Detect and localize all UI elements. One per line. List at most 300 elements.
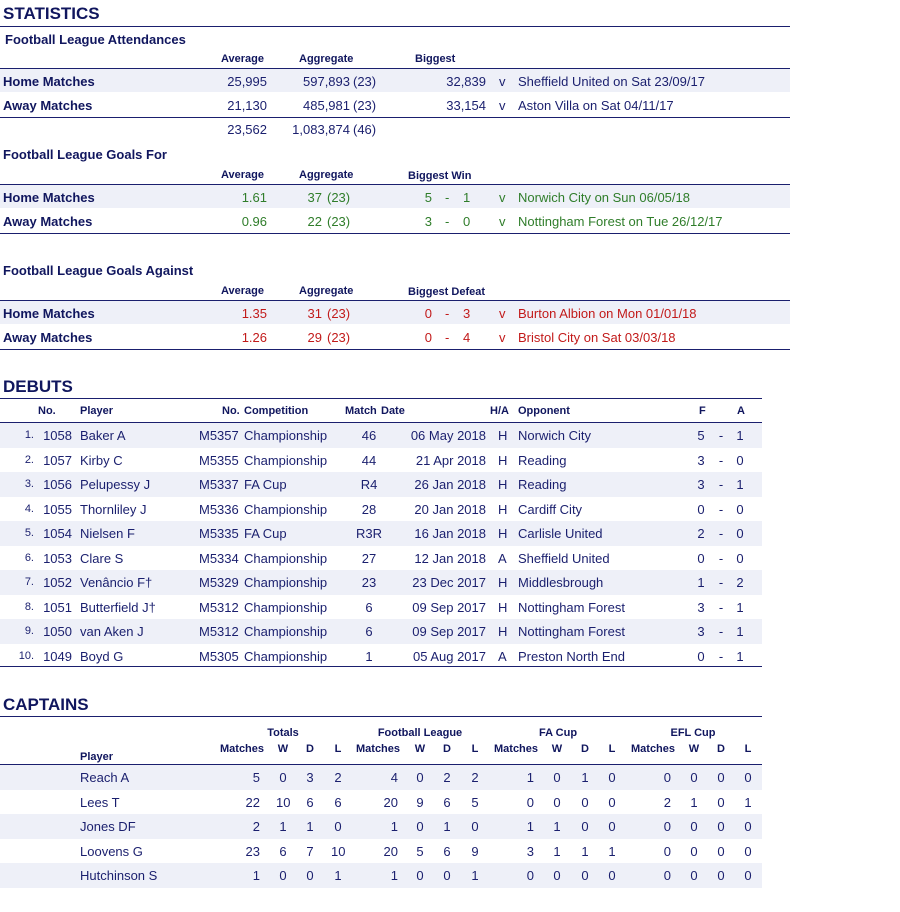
total-average: 23,562 xyxy=(227,122,267,137)
goals-against: 2 xyxy=(736,575,744,590)
col-ha: H/A xyxy=(490,405,509,417)
average-value: 1.35 xyxy=(241,306,267,321)
player-name: Pelupessy J xyxy=(80,477,151,492)
competition: FA Cup xyxy=(244,477,287,492)
row-index: 4. xyxy=(24,502,34,515)
col-w: W xyxy=(688,743,700,755)
col-no: No. xyxy=(38,405,56,417)
match-number: M5334 xyxy=(199,550,239,566)
col-d: D xyxy=(443,743,451,755)
row-label: Away Matches xyxy=(3,214,93,229)
opponent: Preston North End xyxy=(518,648,625,664)
player-name: Venâncio F† xyxy=(80,575,153,590)
aggregate-value: 485,981 xyxy=(303,98,350,113)
stat-value: 10 xyxy=(331,843,346,859)
match-date: 09 Sep 2017 xyxy=(412,599,486,615)
stat-value: 9 xyxy=(416,794,424,810)
stat-value: 0 xyxy=(581,819,589,834)
match-number: M5357 xyxy=(199,428,239,443)
stat-value: 0 xyxy=(553,868,561,883)
opponent: Cardiff City xyxy=(518,501,583,517)
opponent: Reading xyxy=(518,452,567,468)
stat-value: 7 xyxy=(306,843,314,859)
col-l: L xyxy=(471,743,479,755)
stat-value: 0 xyxy=(306,868,314,883)
opponent: Aston Villa on Sat 04/11/17 xyxy=(518,98,674,113)
stat-value: 0 xyxy=(663,843,671,859)
row-index: 8. xyxy=(24,600,34,613)
stat-value: 0 xyxy=(690,819,698,834)
group-efl-cup: EFL Cup xyxy=(670,727,716,739)
stat-value: 2 xyxy=(663,794,671,810)
stat-value: 0 xyxy=(663,819,671,834)
col-match-no: No. xyxy=(222,405,240,417)
opponent: Norwich City on Sun 06/05/18 xyxy=(518,190,690,205)
score-dash: - xyxy=(445,306,450,321)
divider xyxy=(0,26,790,27)
goals-for: 0 xyxy=(697,501,705,517)
stat-value: 0 xyxy=(744,819,752,834)
stat-value: 1 xyxy=(553,819,561,834)
col-d: D xyxy=(581,743,589,755)
opponent: Reading xyxy=(518,477,567,492)
home-away: A xyxy=(498,648,507,664)
goals-for: 3 xyxy=(697,599,705,615)
col-average: Average xyxy=(221,169,265,181)
row-label: Home Matches xyxy=(3,306,95,321)
debut-number: 1053 xyxy=(43,550,72,566)
match-number: M5312 xyxy=(199,599,239,615)
stat-value: 22 xyxy=(245,794,260,810)
games-value: (23) xyxy=(327,190,351,205)
debut-number: 1057 xyxy=(43,452,72,468)
home-away: H xyxy=(498,452,508,468)
home-away: A xyxy=(498,550,507,566)
goals-against: 1 xyxy=(736,477,744,492)
goals-for: 0 xyxy=(697,648,705,664)
stat-value: 0 xyxy=(717,770,725,785)
captain-name: Hutchinson S xyxy=(80,868,158,883)
player-name: Baker A xyxy=(80,428,126,443)
stat-value: 6 xyxy=(443,794,451,810)
match-round: 27 xyxy=(361,550,377,566)
stat-value: 0 xyxy=(553,770,561,785)
stat-value: 0 xyxy=(553,794,561,810)
stat-value: 1 xyxy=(553,843,561,859)
games-value: (23) xyxy=(353,74,377,89)
stat-value: 9 xyxy=(471,843,479,859)
goals-for-title: Football League Goals For xyxy=(3,147,167,162)
score-against: 4 xyxy=(463,330,471,345)
captains-title: CAPTAINS xyxy=(3,695,89,714)
match-round: 44 xyxy=(361,452,377,468)
row-label: Home Matches xyxy=(3,190,95,205)
versus: v xyxy=(499,98,506,113)
divider xyxy=(0,349,790,350)
stat-value: 2 xyxy=(252,819,260,834)
opponent: Norwich City xyxy=(518,428,591,443)
col-matches: Matches xyxy=(356,743,401,755)
opponent: Sheffield United xyxy=(518,550,610,566)
stat-value: 1 xyxy=(306,819,314,834)
total-aggregate: 1,083,874 xyxy=(292,122,350,137)
stat-value: 1 xyxy=(526,819,534,834)
group-football-league: Football League xyxy=(377,727,463,739)
stat-value: 0 xyxy=(608,770,616,785)
match-date: 06 May 2018 xyxy=(410,428,486,443)
score-dash: - xyxy=(445,330,450,345)
games-value: (23) xyxy=(327,306,351,321)
col-f: F xyxy=(699,405,706,417)
goals-for: 3 xyxy=(697,624,705,639)
match-date: 12 Jan 2018 xyxy=(414,550,486,566)
average-value: 21,130 xyxy=(227,98,267,113)
captain-name: Reach A xyxy=(80,770,130,785)
col-l: L xyxy=(334,743,342,755)
stat-value: 1 xyxy=(526,770,534,785)
goals-against-title: Football League Goals Against xyxy=(3,263,194,278)
col-d: D xyxy=(717,743,725,755)
col-w: W xyxy=(551,743,563,755)
games-value: (23) xyxy=(327,214,351,229)
stat-value: 1 xyxy=(471,868,479,883)
versus: v xyxy=(499,74,506,89)
stat-value: 1 xyxy=(690,794,698,810)
stat-value: 0 xyxy=(690,868,698,883)
versus: v xyxy=(499,330,506,345)
match-date: 05 Aug 2017 xyxy=(412,648,486,664)
stat-value: 0 xyxy=(663,868,671,883)
opponent: Burton Albion on Mon 01/01/18 xyxy=(518,306,697,321)
match-date: 26 Jan 2018 xyxy=(414,477,486,492)
col-biggest: Biggest xyxy=(415,53,456,65)
opponent: Nottingham Forest xyxy=(518,599,625,615)
match-number: M5312 xyxy=(199,624,239,639)
opponent: Nottingham Forest xyxy=(518,624,625,639)
col-l: L xyxy=(744,743,752,755)
goals-for: 3 xyxy=(697,477,705,492)
versus: v xyxy=(499,306,506,321)
debut-number: 1056 xyxy=(43,477,72,492)
stat-value: 5 xyxy=(416,843,424,859)
stat-value: 1 xyxy=(334,868,342,883)
opponent: Carlisle United xyxy=(518,526,603,541)
goals-for: 0 xyxy=(697,550,705,566)
col-biggest-defeat: Biggest Defeat xyxy=(408,286,486,298)
stat-value: 6 xyxy=(334,794,342,810)
divider xyxy=(0,716,762,717)
biggest-value: 33,154 xyxy=(446,98,486,113)
score-dash: - xyxy=(445,190,450,205)
stat-value: 0 xyxy=(690,770,698,785)
divider xyxy=(0,666,762,667)
score-dash: - xyxy=(718,477,724,492)
col-biggest-win: Biggest Win xyxy=(408,170,472,182)
debut-number: 1054 xyxy=(43,526,72,541)
col-competition: Competition xyxy=(244,405,309,417)
score-dash: - xyxy=(718,526,724,541)
stat-value: 20 xyxy=(383,794,398,810)
match-number: M5305 xyxy=(199,648,239,664)
stat-value: 0 xyxy=(416,819,424,834)
goals-against: 1 xyxy=(736,624,744,639)
competition: Championship xyxy=(244,599,328,615)
debut-number: 1049 xyxy=(43,648,72,664)
goals-for: 1 xyxy=(697,575,705,590)
match-date: 09 Sep 2017 xyxy=(412,624,486,639)
match-number: M5355 xyxy=(199,452,239,468)
average-value: 0.96 xyxy=(241,214,267,229)
stat-value: 0 xyxy=(608,868,616,883)
stat-value: 0 xyxy=(581,868,589,883)
stat-value: 0 xyxy=(334,819,342,834)
score-dash: - xyxy=(718,648,724,664)
player-name: Thornliley J xyxy=(80,501,147,517)
versus: v xyxy=(499,214,506,229)
competition: Championship xyxy=(244,648,328,664)
row-index: 3. xyxy=(24,478,34,490)
score-dash: - xyxy=(445,214,450,229)
col-player: Player xyxy=(80,405,114,417)
match-number: M5336 xyxy=(199,501,239,517)
match-number: M5329 xyxy=(199,575,239,590)
col-average: Average xyxy=(221,285,265,297)
total-games: (46) xyxy=(353,122,377,137)
stat-value: 0 xyxy=(717,819,725,834)
match-number: M5335 xyxy=(199,526,239,541)
opponent: Sheffield United on Sat 23/09/17 xyxy=(518,74,705,89)
stat-value: 6 xyxy=(306,794,314,810)
match-date: 23 Dec 2017 xyxy=(412,575,486,590)
goals-for: 3 xyxy=(697,452,705,468)
score-dash: - xyxy=(718,550,724,566)
stat-value: 6 xyxy=(279,843,287,859)
goals-against: 0 xyxy=(736,501,744,517)
versus: v xyxy=(499,190,506,205)
match-date: 21 Apr 2018 xyxy=(415,452,486,468)
stat-value: 0 xyxy=(581,794,589,810)
stat-value: 0 xyxy=(443,868,451,883)
aggregate-value: 31 xyxy=(307,306,322,321)
competition: Championship xyxy=(244,452,328,468)
divider xyxy=(0,233,790,234)
col-matches: Matches xyxy=(494,743,539,755)
stat-value: 6 xyxy=(443,843,451,859)
home-away: H xyxy=(498,501,508,517)
captain-name: Lees T xyxy=(80,794,120,810)
goals-against: 0 xyxy=(736,550,744,566)
player-name: Nielsen F xyxy=(80,526,135,541)
aggregate-value: 22 xyxy=(307,214,322,229)
group-totals: Totals xyxy=(267,727,299,739)
match-round: 46 xyxy=(361,428,377,443)
stat-value: 1 xyxy=(252,868,260,883)
aggregate-value: 37 xyxy=(307,190,322,205)
match-number: M5337 xyxy=(199,477,239,492)
match-round: 28 xyxy=(361,501,377,517)
goals-against: 1 xyxy=(736,648,744,664)
col-matches: Matches xyxy=(220,743,265,755)
col-player: Player xyxy=(80,751,114,763)
competition: Championship xyxy=(244,550,328,566)
score-for: 0 xyxy=(424,330,432,345)
stat-value: 0 xyxy=(416,868,424,883)
match-round: 6 xyxy=(365,624,373,639)
score-against: 0 xyxy=(463,214,471,229)
opponent: Nottingham Forest on Tue 26/12/17 xyxy=(518,214,723,229)
stat-value: 0 xyxy=(717,794,725,810)
score-against: 3 xyxy=(463,306,471,321)
row-index: 1. xyxy=(24,429,34,441)
stat-value: 1 xyxy=(390,819,398,834)
col-match: Match xyxy=(345,405,377,417)
stat-value: 0 xyxy=(279,868,287,883)
statistics-title: STATISTICS xyxy=(3,4,100,23)
debut-number: 1058 xyxy=(43,428,72,443)
player-name: Clare S xyxy=(80,550,124,566)
col-date: Date xyxy=(381,405,405,417)
home-away: H xyxy=(498,624,508,639)
col-aggregate: Aggregate xyxy=(299,285,354,297)
debuts-title: DEBUTS xyxy=(3,377,73,396)
debut-number: 1050 xyxy=(43,624,72,639)
score-dash: - xyxy=(718,624,724,639)
row-index: 9. xyxy=(24,625,34,637)
stat-value: 1 xyxy=(390,868,398,883)
stat-value: 0 xyxy=(608,794,616,810)
stat-value: 0 xyxy=(717,868,725,883)
aggregate-value: 29 xyxy=(307,330,322,345)
divider xyxy=(0,117,790,118)
stat-value: 2 xyxy=(443,770,451,785)
debut-number: 1055 xyxy=(43,501,72,517)
home-away: H xyxy=(498,428,508,443)
competition: Championship xyxy=(244,624,328,639)
goals-against: 1 xyxy=(736,599,744,615)
score-dash: - xyxy=(718,575,724,590)
divider xyxy=(0,398,762,399)
opponent: Middlesbrough xyxy=(518,575,604,590)
col-average: Average xyxy=(221,53,265,65)
row-index: 5. xyxy=(24,527,34,539)
score-dash: - xyxy=(718,428,724,443)
games-value: (23) xyxy=(353,98,377,113)
group-fa-cup: FA Cup xyxy=(538,727,578,739)
score-dash: - xyxy=(718,501,724,517)
row-index: 2. xyxy=(24,453,34,466)
average-value: 1.61 xyxy=(241,190,267,205)
stat-value: 23 xyxy=(245,843,260,859)
captain-name: Loovens G xyxy=(80,843,143,859)
stat-value: 1 xyxy=(744,794,752,810)
row-label: Home Matches xyxy=(3,74,95,89)
competition: Championship xyxy=(244,575,328,590)
stat-value: 1 xyxy=(608,843,616,859)
competition: FA Cup xyxy=(244,526,287,541)
games-value: (23) xyxy=(327,330,351,345)
col-aggregate: Aggregate xyxy=(299,53,354,65)
stat-value: 1 xyxy=(443,819,451,834)
stat-value: 0 xyxy=(471,819,479,834)
stat-value: 4 xyxy=(390,770,398,785)
competition: Championship xyxy=(244,501,328,517)
stat-value: 0 xyxy=(717,843,725,859)
stat-value: 20 xyxy=(383,843,398,859)
average-value: 1.26 xyxy=(241,330,267,345)
stat-value: 2 xyxy=(334,770,342,785)
match-round: 6 xyxy=(365,599,373,615)
goals-against: 0 xyxy=(736,526,744,541)
debut-number: 1051 xyxy=(43,599,72,615)
stat-value: 1 xyxy=(581,843,589,859)
stat-value: 0 xyxy=(279,770,287,785)
player-name: van Aken J xyxy=(80,624,144,639)
col-aggregate: Aggregate xyxy=(299,169,354,181)
stat-value: 3 xyxy=(526,843,534,859)
player-name: Kirby C xyxy=(80,452,123,468)
biggest-value: 32,839 xyxy=(446,74,486,89)
stat-value: 0 xyxy=(744,868,752,883)
col-w: W xyxy=(414,743,426,755)
aggregate-value: 597,893 xyxy=(303,74,350,89)
stat-value: 0 xyxy=(744,843,752,859)
stat-value: 10 xyxy=(276,794,291,810)
match-round: R4 xyxy=(360,477,378,492)
home-away: H xyxy=(498,477,508,492)
attendances-title: Football League Attendances xyxy=(5,32,186,47)
row-label: Away Matches xyxy=(3,98,93,113)
match-date: 20 Jan 2018 xyxy=(414,501,486,517)
home-away: H xyxy=(498,575,508,590)
stat-value: 1 xyxy=(279,819,287,834)
stat-value: 0 xyxy=(416,770,424,785)
stat-value: 2 xyxy=(471,770,479,785)
score-for: 3 xyxy=(424,214,432,229)
stat-value: 1 xyxy=(581,770,589,785)
score-dash: - xyxy=(718,599,724,615)
row-label: Away Matches xyxy=(3,330,93,345)
competition: Championship xyxy=(244,428,328,443)
match-date: 16 Jan 2018 xyxy=(414,526,486,541)
stat-value: 5 xyxy=(252,770,260,785)
row-index: 6. xyxy=(24,551,34,564)
col-w: W xyxy=(277,743,289,755)
score-against: 1 xyxy=(463,190,471,205)
home-away: H xyxy=(498,599,508,615)
stat-value: 0 xyxy=(663,770,671,785)
goals-for: 2 xyxy=(697,526,705,541)
debut-number: 1052 xyxy=(43,575,72,590)
match-round: 1 xyxy=(365,648,373,664)
stat-value: 0 xyxy=(526,868,534,883)
stat-value: 0 xyxy=(526,794,534,810)
col-matches: Matches xyxy=(631,743,676,755)
col-a: A xyxy=(737,405,745,417)
row-index: 7. xyxy=(24,576,34,588)
match-round: 23 xyxy=(361,575,377,590)
home-away: H xyxy=(498,526,508,541)
stat-value: 3 xyxy=(306,770,314,785)
score-dash: - xyxy=(718,452,724,468)
row-index: 10. xyxy=(18,649,34,662)
score-for: 5 xyxy=(424,190,432,205)
goals-against: 1 xyxy=(736,428,744,443)
col-l: L xyxy=(608,743,616,755)
match-round: R3R xyxy=(355,526,382,541)
col-d: D xyxy=(306,743,314,755)
captain-name: Jones DF xyxy=(80,819,136,834)
goals-against: 0 xyxy=(736,452,744,468)
